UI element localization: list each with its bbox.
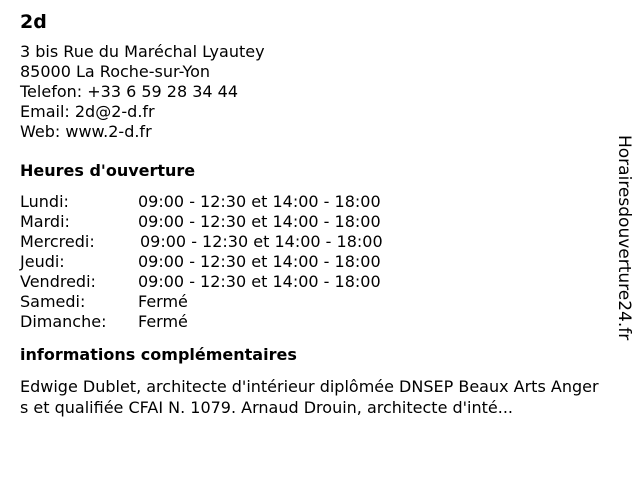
hours-day: Vendredi:	[20, 272, 96, 291]
hours-row-wednesday	[20, 232, 610, 252]
email-line: Email: 2d@2-d.fr	[20, 102, 155, 121]
additional-info-text: Edwige Dublet, architecte d'intérieur diplômée DNSEP Beaux Arts Angers et qualifiée CFAI N. 1079. Arnaud Drouin, architecte d'inté...	[20, 377, 599, 417]
address-line-2: 85000 La Roche-sur-Yon	[20, 62, 211, 81]
opening-hours-list	[20, 192, 610, 332]
business-name: 2d	[20, 11, 47, 33]
phone-line: Telefon: +33 6 59 28 34 44	[20, 82, 239, 101]
hours-row-friday	[20, 272, 610, 292]
hours-row-saturday	[20, 292, 610, 312]
hours-row-thursday	[20, 252, 610, 272]
contact-block	[20, 42, 610, 142]
hours-value: 09:00 - 12:30 et 14:00 - 18:00	[138, 192, 381, 211]
additional-info-title: informations complémentaires	[20, 345, 297, 364]
hours-row-sunday	[20, 312, 610, 332]
site-brand-vertical: Horairesdouverture24.fr	[614, 135, 634, 341]
hours-value: 09:00 - 12:30 et 14:00 - 18:00	[138, 212, 381, 231]
hours-day: Mardi:	[20, 212, 70, 231]
hours-row-tuesday	[20, 212, 610, 232]
hours-value: Fermé	[138, 292, 188, 311]
hours-value: 09:00 - 12:30 et 14:00 - 18:00	[138, 252, 381, 271]
business-card	[20, 8, 610, 418]
hours-day: Samedi:	[20, 292, 86, 311]
hours-day: Jeudi:	[20, 252, 65, 271]
hours-day: Dimanche:	[20, 312, 107, 331]
opening-hours-title: Heures d'ouverture	[20, 161, 196, 180]
hours-day: Lundi:	[20, 192, 69, 211]
hours-value: 09:00 - 12:30 et 14:00 - 18:00	[138, 272, 381, 291]
hours-day: Mercredi:	[20, 232, 95, 251]
address-line-1: 3 bis Rue du Maréchal Lyautey	[20, 42, 265, 61]
hours-row-monday	[20, 192, 610, 212]
hours-value: Fermé	[138, 312, 188, 331]
web-line: Web: www.2-d.fr	[20, 122, 152, 141]
hours-value: 09:00 - 12:30 et 14:00 - 18:00	[140, 232, 383, 251]
